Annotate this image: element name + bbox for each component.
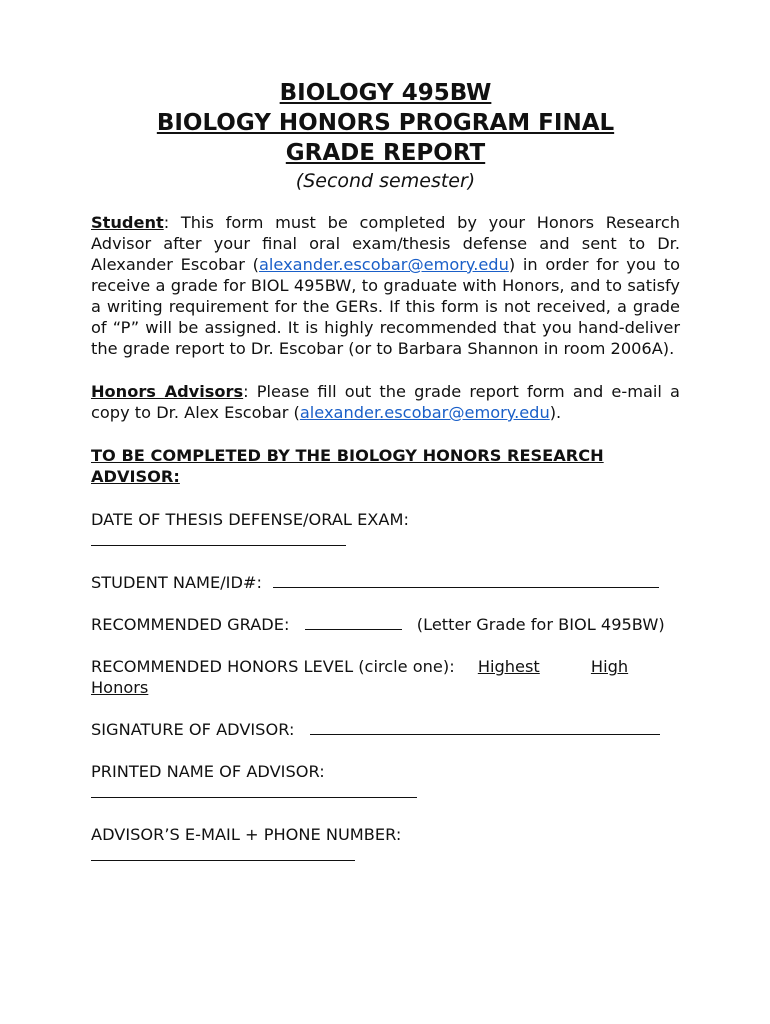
form-title-line-1: BIOLOGY 495BW [279, 80, 492, 106]
signature-label: SIGNATURE OF ADVISOR: [91, 720, 295, 739]
honors-level-field [91, 656, 680, 698]
escobar-email-link-2[interactable]: alexander.escobar@emory.edu [299, 403, 550, 422]
defense-date-input[interactable] [91, 530, 346, 546]
student-lead: Student [91, 213, 164, 232]
form-title-line-2: BIOLOGY HONORS PROGRAM FINAL [156, 110, 615, 136]
student-name-field [91, 572, 680, 593]
signature-field [91, 719, 680, 740]
student-name-input[interactable] [273, 572, 659, 588]
advisor-lead: Honors Advisors [91, 382, 244, 401]
form-subtitle: (Second semester) [295, 170, 476, 192]
grade-note: (Letter Grade for BIOL 495BW) [416, 615, 665, 634]
signature-input[interactable] [310, 719, 660, 735]
advisor-instructions [91, 381, 680, 423]
defense-date-label: DATE OF THESIS DEFENSE/ORAL EXAM: [91, 510, 409, 529]
printed-name-label: PRINTED NAME OF ADVISOR: [91, 762, 325, 781]
contact-field [91, 824, 680, 866]
student-text-2: ) in order for you to receive a grade for BIOL 495BW, to graduate with Honors, and to satisfy a writing requirement for the GERs. If this form is not received, a grade of “P” will be assigned. It is highly recommended that you hand-deliver the grade report to Dr. Escobar (or to Barbara Shannon in room 2006A). [91, 255, 680, 358]
printed-name-input[interactable] [91, 782, 417, 798]
printed-name-field [91, 761, 680, 803]
student-text-1: : This form must be completed by your Honors Research Advisor after your final oral exam/thesis defense and sent to Dr. Alexander Escobar ( [91, 213, 680, 274]
advisor-text-1: : Please fill out the grade report form and e-mail a copy to Dr. Alex Escobar ( [91, 382, 680, 422]
grade-report-form [91, 78, 680, 887]
advisor-section-heading: TO BE COMPLETED BY THE BIOLOGY HONORS RESEARCH ADVISOR: [91, 446, 604, 486]
grade-label: RECOMMENDED GRADE: [91, 615, 290, 634]
grade-field [91, 614, 680, 635]
student-instructions [91, 212, 680, 359]
honors-option-honors[interactable]: Honors [91, 678, 149, 697]
escobar-email-link[interactable]: alexander.escobar@emory.edu [259, 255, 509, 274]
grade-input[interactable] [305, 614, 402, 630]
advisor-text-2: ). [549, 403, 562, 422]
honors-level-label: RECOMMENDED HONORS LEVEL (circle one): [91, 657, 455, 676]
form-title-line-3: GRADE REPORT [285, 140, 486, 166]
honors-option-highest[interactable]: Highest [477, 657, 540, 676]
contact-input[interactable] [91, 845, 355, 861]
defense-date-field [91, 509, 680, 551]
student-name-label: STUDENT NAME/ID#: [91, 573, 262, 592]
honors-option-high[interactable]: High [590, 657, 629, 676]
contact-label: ADVISOR’S E-MAIL + PHONE NUMBER: [91, 825, 402, 844]
